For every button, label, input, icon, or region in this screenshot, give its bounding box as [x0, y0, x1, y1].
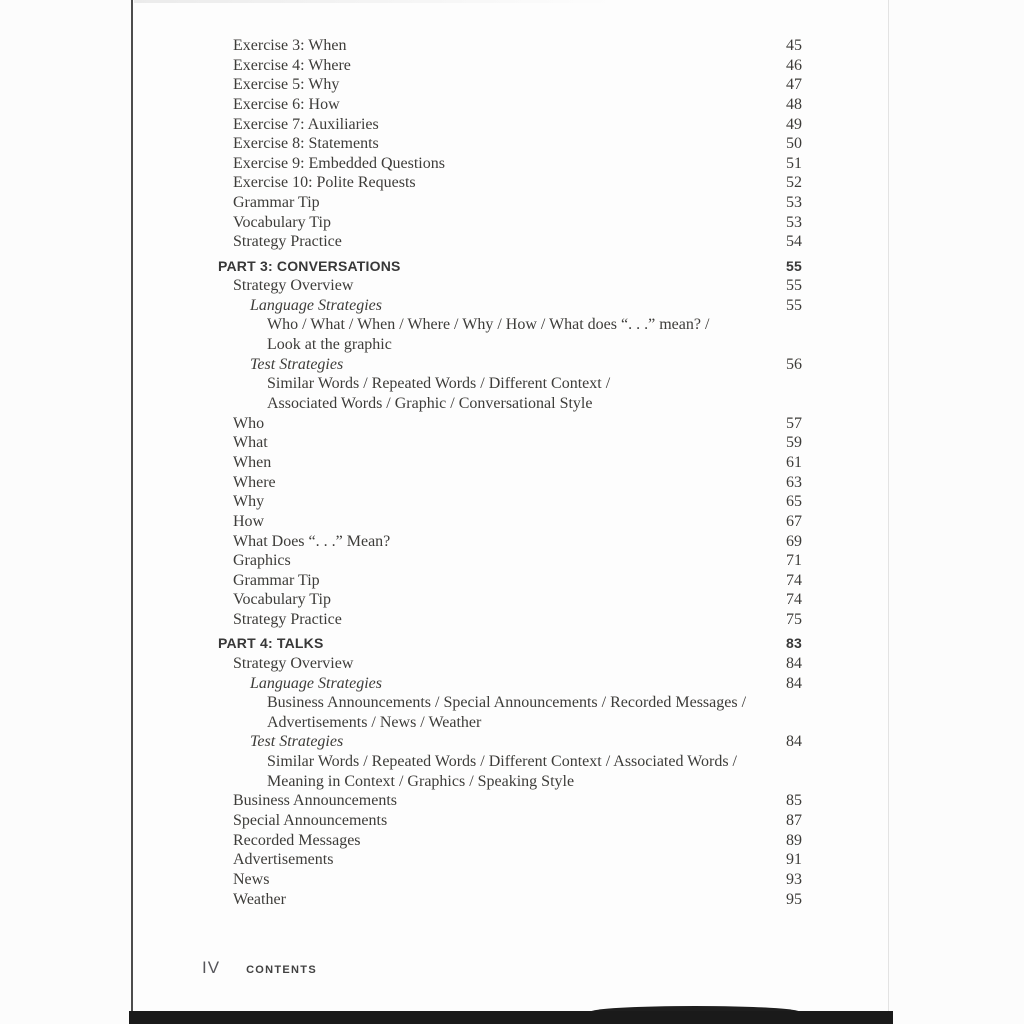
toc-entry-title: Test Strategies	[250, 355, 344, 373]
toc-entry-page-number: 55	[786, 277, 802, 295]
toc-entry	[218, 36, 802, 56]
toc-entry-title: Similar Words / Repeated Words / Different Context /	[267, 375, 611, 393]
toc-entry-title: Exercise 4: Where	[233, 56, 351, 74]
toc-entry-title: News	[233, 870, 270, 888]
toc-entry-title: Grammar Tip	[233, 571, 320, 589]
toc-entry-title: Strategy Practice	[233, 611, 342, 629]
toc-entry	[218, 890, 802, 910]
toc-entry-title: Test Strategies	[250, 733, 344, 751]
toc-entry-title: Recorded Messages	[233, 831, 361, 849]
toc-entry-title: Special Announcements	[233, 811, 388, 829]
toc-entry-title: How	[233, 512, 265, 530]
toc-entry-page-number: 63	[786, 473, 802, 491]
toc-subsection	[218, 732, 802, 752]
toc-entry-title: PART 4: TALKS	[218, 635, 324, 652]
toc-entry-title: Exercise 10: Polite Requests	[233, 174, 416, 192]
toc-entry-page-number: 74	[786, 591, 802, 609]
toc-entry	[218, 850, 802, 870]
toc-entry-page-number: 48	[786, 95, 802, 113]
toc-entry-title: What Does “. . .” Mean?	[233, 532, 391, 550]
toc-entry	[218, 213, 802, 233]
toc-entry-title: Where	[233, 473, 276, 491]
toc-detail-line	[218, 315, 802, 335]
toc-entry	[218, 56, 802, 76]
toc-entry	[218, 870, 802, 890]
toc-entry	[218, 590, 802, 610]
toc-entry-title: Vocabulary Tip	[233, 213, 331, 231]
toc-entry-page-number: 71	[786, 552, 802, 570]
toc-entry-title: Language Strategies	[250, 674, 382, 692]
toc-entry	[218, 193, 802, 213]
toc-entry	[218, 134, 802, 154]
toc-entry-title: PART 3: CONVERSATIONS	[218, 257, 401, 274]
toc-entry	[218, 811, 802, 831]
toc-entry-page-number: 95	[786, 890, 802, 908]
toc-entry-page-number: 54	[786, 233, 802, 251]
toc-entry-page-number: 56	[786, 355, 802, 373]
toc-entry-title: Exercise 5: Why	[233, 76, 340, 94]
toc-entry	[218, 433, 802, 453]
toc-entry-page-number: 50	[786, 135, 802, 153]
toc-entry-title: Associated Words / Graphic / Conversational Style	[267, 395, 593, 413]
toc-entry	[218, 492, 802, 512]
toc-entry-page-number: 84	[786, 654, 802, 672]
page-footer	[202, 958, 317, 978]
toc-part-heading	[218, 257, 802, 277]
footer-section-label: CONTENTS	[246, 964, 317, 976]
toc-entry-page-number: 55	[786, 257, 802, 274]
toc-entry-title: Similar Words / Repeated Words / Different Context / Associated Words /	[267, 753, 737, 771]
toc-entry-page-number: 53	[786, 194, 802, 212]
toc-entry-title: Exercise 7: Auxiliaries	[233, 115, 379, 133]
toc-entry-page-number: 51	[786, 154, 802, 172]
toc-entry	[218, 453, 802, 473]
toc-entry	[218, 154, 802, 174]
toc-entry-page-number: 57	[786, 414, 802, 432]
toc-subsection	[218, 355, 802, 375]
toc-entry-title: Grammar Tip	[233, 194, 320, 212]
toc-detail-line	[218, 335, 802, 355]
toc-entry-title: When	[233, 453, 272, 471]
toc-entry-title: Weather	[233, 890, 286, 908]
toc-entry-page-number: 67	[786, 512, 802, 530]
toc-entry-page-number: 93	[786, 870, 802, 888]
toc-entry	[218, 571, 802, 591]
toc-entry-page-number: 87	[786, 811, 802, 829]
toc-entry	[218, 95, 802, 115]
toc-detail-line	[218, 374, 802, 394]
toc-subsection	[218, 296, 802, 316]
toc-entry-title: Why	[233, 493, 265, 511]
toc-entry-title: Business Announcements	[233, 792, 397, 810]
toc-entry-title: Graphics	[233, 552, 291, 570]
toc-entry	[218, 276, 802, 296]
toc-entry-title: Exercise 8: Statements	[233, 135, 379, 153]
toc-entry-title: Who / What / When / Where / Why / How / What does “. . .” mean? /	[267, 316, 710, 334]
toc-entry	[218, 115, 802, 135]
toc-entry-page-number: 52	[786, 174, 802, 192]
toc-entry-page-number: 47	[786, 76, 802, 94]
toc-entry	[218, 654, 802, 674]
toc-entry-page-number: 49	[786, 115, 802, 133]
toc-entry-title: Strategy Practice	[233, 233, 342, 251]
toc-entry-page-number: 46	[786, 56, 802, 74]
toc-entry	[218, 610, 802, 630]
toc-part-heading	[218, 634, 802, 654]
toc-detail-line	[218, 713, 802, 733]
toc-entry-title: What	[233, 434, 268, 452]
toc-entry-title: Who	[233, 414, 265, 432]
toc-entry	[218, 75, 802, 95]
toc-entry-page-number: 69	[786, 532, 802, 550]
toc-entry-page-number: 65	[786, 493, 802, 511]
toc-entry-page-number: 59	[786, 434, 802, 452]
toc-entry-page-number: 75	[786, 611, 802, 629]
toc-subsection	[218, 674, 802, 694]
toc-entry-page-number: 45	[786, 37, 802, 54]
toc-entry-page-number: 74	[786, 571, 802, 589]
toc-entry-title: Meaning in Context / Graphics / Speaking Style	[267, 772, 575, 790]
scan-top-smudge	[134, 0, 614, 3]
toc-entry	[218, 551, 802, 571]
toc-entry	[218, 831, 802, 851]
toc-entry-page-number: 85	[786, 792, 802, 810]
toc-entry	[218, 232, 802, 252]
toc-entry-page-number: 61	[786, 453, 802, 471]
toc-entry-page-number: 89	[786, 831, 802, 849]
toc-entry-title: Exercise 9: Embedded Questions	[233, 154, 445, 172]
toc-entry	[218, 473, 802, 493]
page-bottom-shadow	[129, 1011, 893, 1024]
toc-entry-page-number: 83	[786, 635, 802, 652]
toc-detail-line	[218, 772, 802, 792]
toc-entry-title: Vocabulary Tip	[233, 591, 331, 609]
toc-entry	[218, 532, 802, 552]
toc-entry-title: Strategy Overview	[233, 277, 354, 295]
toc-entry	[218, 173, 802, 193]
toc-entry	[218, 791, 802, 811]
toc-entry-title: Language Strategies	[250, 296, 382, 314]
toc-entry-page-number: 91	[786, 851, 802, 869]
toc-detail-line	[218, 394, 802, 414]
toc-entry-title: Business Announcements / Special Announcements / Recorded Messages /	[267, 694, 747, 712]
toc-entry-page-number: 84	[786, 733, 802, 751]
toc-entry-title: Exercise 6: How	[233, 95, 340, 113]
toc-entry-title: Strategy Overview	[233, 654, 354, 672]
toc-entry-title: Exercise 3: When	[233, 37, 347, 54]
toc-entry-page-number: 84	[786, 674, 802, 692]
toc-entry	[218, 512, 802, 532]
toc-entry-title: Advertisements / News / Weather	[267, 713, 482, 731]
toc-detail-line	[218, 693, 802, 713]
toc-entry	[218, 414, 802, 434]
folio-page-number: IV	[202, 958, 221, 977]
toc-entry-page-number: 55	[786, 296, 802, 314]
toc-entry-title: Advertisements	[233, 851, 334, 869]
toc-list	[218, 36, 802, 909]
toc-detail-line	[218, 752, 802, 772]
toc-entry-title: Look at the graphic	[267, 336, 392, 354]
toc-entry-page-number: 53	[786, 213, 802, 231]
